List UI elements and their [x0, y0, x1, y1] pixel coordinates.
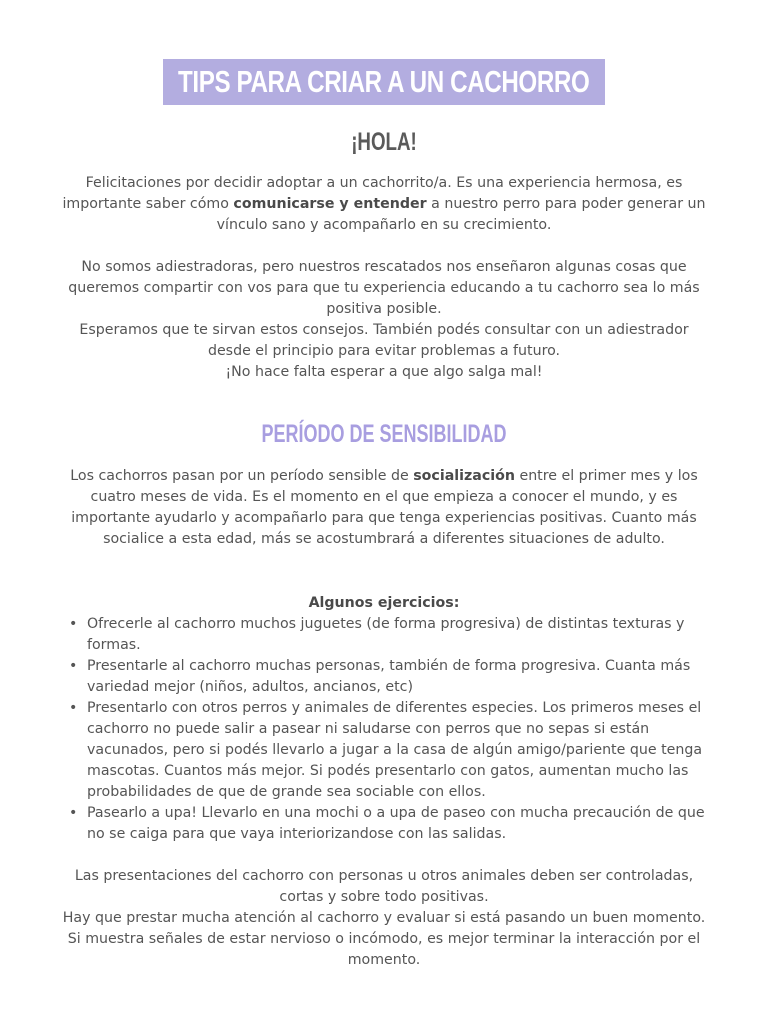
intro-p2-line-2: Esperamos que te sirvan estos consejos. También podés consultar con un adiestrador desde el principio para evitar problemas a futuro.: [79, 322, 689, 359]
intro-p2-line-3: ¡No hace falta esperar a que algo salga mal!: [225, 364, 543, 380]
sens-p1-text-a: Los cachorros pasan por un período sensible de: [70, 468, 414, 484]
intro-paragraph-1: [58, 173, 710, 236]
bullet-icon: •: [69, 658, 78, 674]
exercises-list: [66, 614, 712, 845]
list-item: [66, 698, 712, 803]
intro-p1-text-b: a nuestro perro para poder generar un vínculo sano y acompañarlo en su crecimiento.: [216, 196, 706, 233]
title-banner: [163, 59, 605, 105]
intro-p1-text-a: Felicitaciones por decidir adoptar a un cachorrito/a. Es una experiencia hermosa, es importante saber cómo: [62, 175, 683, 212]
closing-line-1: Las presentaciones del cachorro con personas u otros animales deben ser controladas, cortas y sobre todo positivas.: [74, 868, 694, 905]
exercise-text: Presentarlo con otros perros y animales de diferentes especies. Los primeros meses el cachorro no puede salir a pasear ni saludarse con perros que no sepas si están vacunados, pero si podés llevarlo a jugar a la casa de algún amigo/pariente que tenga mascotas. Cuantos más mejor. Si podés presentarlo con gatos, aumentan mucho las probabilidades de que de grande sea sociable con ellos.: [87, 700, 703, 800]
exercise-text: Presentarle al cachorro muchas personas, también de forma progresiva. Cuanta más variedad mejor (niños, adultos, ancianos, etc): [87, 658, 691, 695]
exercises-title: Algunos ejercicios:: [308, 595, 460, 611]
sensibilidad-heading: PERÍODO DE SENSIBILIDAD: [261, 420, 507, 448]
closing-line-2: Hay que prestar mucha atención al cachorro y evaluar si está pasando un buen momento. Si muestra señales de estar nervioso o incómodo, es mejor terminar la interacción por el momento.: [62, 910, 706, 968]
intro-p1-bold: comunicarse y entender: [233, 196, 427, 212]
bullet-icon: •: [69, 616, 78, 632]
exercise-text: Ofrecerle al cachorro muchos juguetes (de forma progresiva) de distintas texturas y formas.: [87, 616, 685, 653]
sensibilidad-paragraph: [58, 466, 710, 550]
sens-p1-bold: socialización: [413, 468, 515, 484]
sens-p1-text-b: entre el primer mes y los cuatro meses de vida. Es el momento en el que empieza a conocer el mundo, y es importante ayudarlo y acompañarlo para que tenga experiencias positivas. Cuanto más socialice a esta edad, más se acostumbrará a diferentes situaciones de adulto.: [71, 468, 698, 547]
list-item: [66, 803, 712, 845]
intro-heading: ¡HOLA!: [351, 128, 417, 156]
list-item: [66, 614, 712, 656]
intro-paragraph-2: [58, 257, 710, 383]
list-item: [66, 656, 712, 698]
intro-p2-line-1: No somos adiestradoras, pero nuestros rescatados nos enseñaron algunas cosas que queremos compartir con vos para que tu experiencia educando a tu cachorro sea lo más positiva posible.: [68, 259, 700, 317]
bullet-icon: •: [69, 805, 78, 821]
bullet-icon: •: [69, 700, 78, 716]
page-title: TIPS PARA CRIAR A UN CACHORRO: [178, 64, 590, 99]
closing-paragraph: [58, 866, 710, 971]
exercise-text: Pasearlo a upa! Llevarlo en una mochi o a upa de paseo con mucha precaución de que no se caiga para que vaya interiorizandose con las salidas.: [87, 805, 705, 842]
